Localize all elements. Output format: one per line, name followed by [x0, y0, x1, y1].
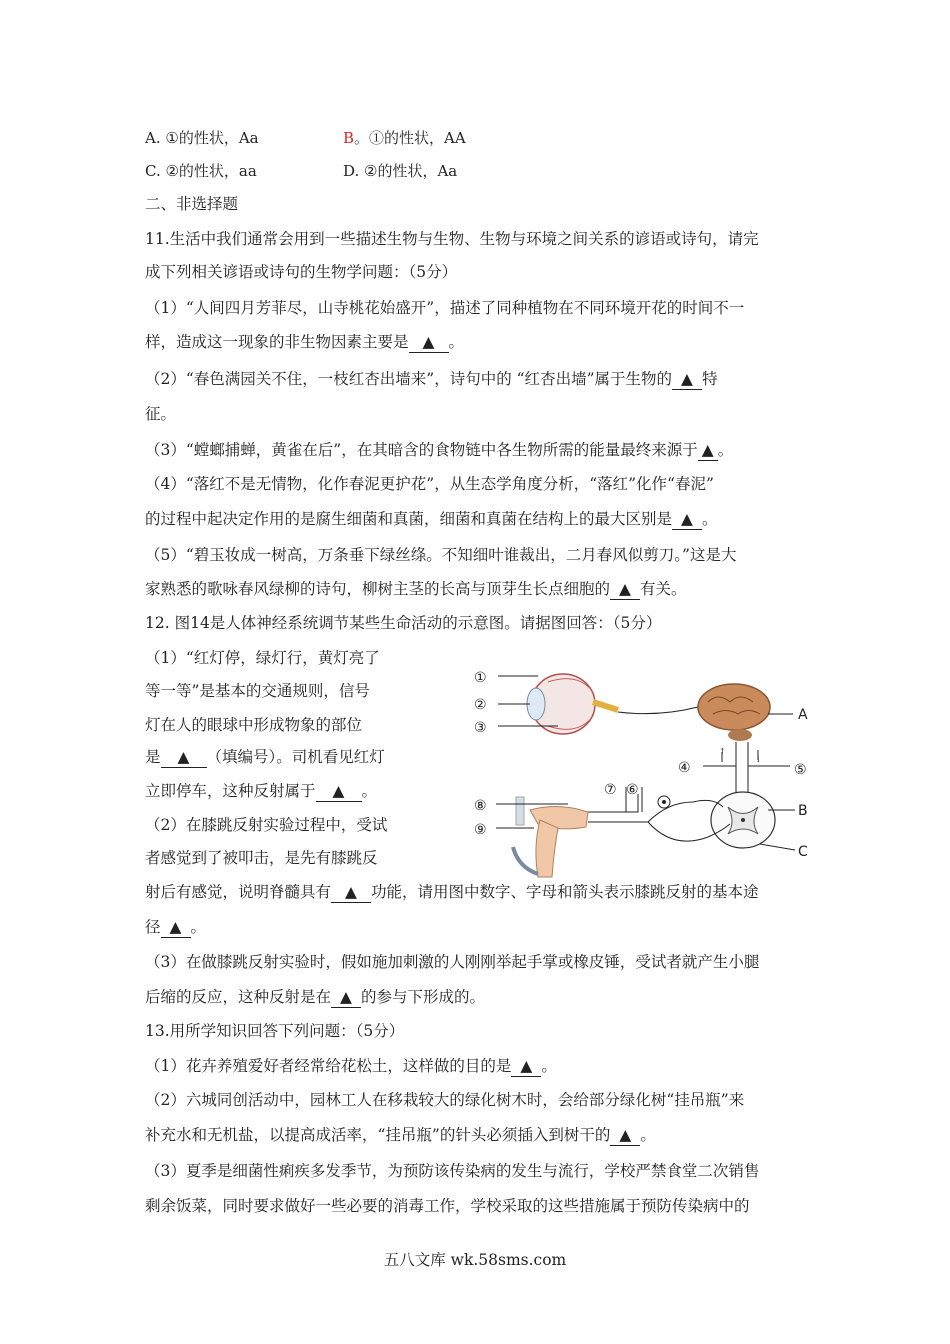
- q11-s5-line1: （5）“碧玉妆成一树高，万条垂下绿丝绦。不知细叶谁裁出，二月春风似剪刀。”这是大: [145, 546, 737, 564]
- answer-blank: ▲: [316, 781, 362, 802]
- q11-s5-line2: 家熟悉的歌咏春风绿柳的诗句，柳树主茎的长高与顶芽生长点细胞的 ▲ 有关。: [145, 580, 687, 598]
- q12-p3-line1: （3）在做膝跳反射实验时，假如施加刺激的人刚刚举起手掌或橡皮锤，受试者就产生小腿: [145, 953, 760, 971]
- q12-p2-line1: （2）在膝跳反射实验过程中，受试: [145, 816, 388, 834]
- eye-diagram: [527, 674, 618, 734]
- label-2: ②: [474, 697, 487, 713]
- q11-s1-line2: 样，造成这一现象的非生物因素主要是 ▲ 。: [145, 333, 465, 351]
- q12-p3-line2: 后缩的反应，这种反射是在 ▲ 的参与下形成的。: [145, 988, 486, 1006]
- label-3: ③: [474, 720, 487, 736]
- q12-p2-line3: 射后有感觉，说明脊髓具有 ▲ 功能，请用图中数字、字母和箭头表示膝跳反射的基本途: [145, 883, 759, 901]
- svg-text:↓: ↓: [755, 755, 762, 764]
- nervous-system-figure: [468, 662, 813, 892]
- answer-blank: ▲: [672, 509, 702, 530]
- q13-title: 13.用所学知识回答下列问题：（5分）: [145, 1022, 405, 1040]
- q13-s3-line1: （3）夏季是细菌性痢疾多发季节，为预防该传染病的发生与流行，学校严禁食堂二次销售: [145, 1162, 760, 1180]
- answer-blank: ▲: [331, 882, 371, 903]
- answer-blank: ▲: [610, 579, 640, 600]
- footer-watermark: 五八文库 wk.58sms.com: [383, 1251, 567, 1269]
- q12-title: 12. 图14是人体神经系统调节某些生命活动的示意图。请据图回答：（5分）: [145, 614, 662, 632]
- q11-line2: 成下列相关谚语或诗句的生物学问题：（5分）: [145, 263, 458, 281]
- label-9: ⑨: [474, 822, 487, 838]
- answer-blank: ▲: [610, 1125, 640, 1146]
- label-5: ⑤: [794, 762, 807, 778]
- q13-s3-line2: 剩余饭菜，同时要求做好一些必要的消毒工作，学校采取的这些措施属于预防传染病中的: [145, 1197, 750, 1215]
- q11-s2-line1: （2）“春色满园关不住，一枝红杏出墙来”，诗句中的 “红杏出墙”属于生物的 ▲ 特: [145, 370, 718, 388]
- option-b: [343, 127, 466, 148]
- option-b-text: 。①的性状，AA: [354, 129, 466, 147]
- q11-s4-line2: 的过程中起决定作用的是腐生细菌和真菌，细菌和真菌在结构上的最大区别是 ▲ 。: [145, 510, 718, 528]
- svg-text:↑: ↑: [719, 747, 726, 756]
- answer-blank: ▲: [511, 1056, 541, 1077]
- label-1: ①: [474, 670, 487, 686]
- q11-s2-line2: 征。: [145, 405, 177, 423]
- answer-blank: ▲: [672, 369, 702, 390]
- q12-p1-line1: （1）“红灯停，绿灯行，黄灯亮了: [145, 649, 380, 667]
- q12-p1-line4: 是 ▲ （填编号）。司机看见红灯: [145, 748, 385, 766]
- label-c: C: [798, 844, 808, 860]
- label-7: ⑦: [604, 782, 617, 798]
- q11-s3: （3）“螳螂捕蝉，黄雀在后”，在其暗含的食物链中各生物所需的能量最终来源于 ▲ 。: [145, 441, 734, 459]
- answer-blank: ▲: [161, 917, 191, 938]
- option-c: C. ②的性状，aa: [145, 162, 257, 180]
- leg-diagram: [513, 797, 588, 877]
- q12-p1-line3: 灯在人的眼球中形成物象的部位: [145, 716, 363, 734]
- option-a: A. ①的性状，Aa: [145, 129, 259, 147]
- section-title: 二、非选择题: [145, 195, 239, 213]
- label-4: ④: [678, 760, 691, 776]
- q12-p2-line4: 径 ▲ 。: [145, 918, 207, 936]
- q11-s4-line1: （4）“落红不是无情物，化作春泥更护花”，从生态学角度分析，“落红”化作“春泥”: [145, 475, 714, 493]
- q13-s2-line1: （2）六城同创活动中，园林工人在移栽较大的绿化树木时，会给部分绿化树“挂吊瓶”来: [145, 1091, 745, 1109]
- q11-s1-line1: （1）“人间四月芳菲尽，山寺桃花始盛开”，描述了同种植物在不同环境开花的时间不一: [145, 299, 745, 317]
- label-a: A: [798, 707, 808, 723]
- label-8: ⑧: [474, 798, 487, 814]
- q12-p1-line2: 等一等”是基本的交通规则，信号: [145, 682, 370, 700]
- q13-s2-line2: 补充水和无机盐，以提高成活率，“挂吊瓶”的针头必须插入到树干的 ▲ 。: [145, 1126, 656, 1144]
- option-d: D. ②的性状，Aa: [343, 162, 458, 180]
- q12-p1-line5: 立即停车，这种反射属于 ▲ 。: [145, 782, 378, 800]
- q11-line1: 11.生活中我们通常会用到一些描述生物与生物、生物与环境之间关系的谚语或诗句，请完: [145, 230, 759, 248]
- spinal-cord-diagram: [711, 792, 775, 848]
- brain-diagram: [698, 684, 770, 741]
- answer-blank: ▲: [409, 332, 449, 353]
- q12-p2-line2: 者感觉到了被叩击，是先有膝跳反: [145, 849, 378, 867]
- label-6: ⑥: [626, 782, 639, 798]
- q13-s1: （1）花卉养殖爱好者经常给花松土，这样做的目的是 ▲ 。: [145, 1057, 557, 1075]
- label-b: B: [798, 803, 808, 819]
- option-b-letter: B: [343, 129, 355, 147]
- answer-blank: ▲: [331, 987, 361, 1008]
- answer-blank: ▲: [698, 440, 718, 461]
- answer-blank: ▲: [161, 747, 207, 768]
